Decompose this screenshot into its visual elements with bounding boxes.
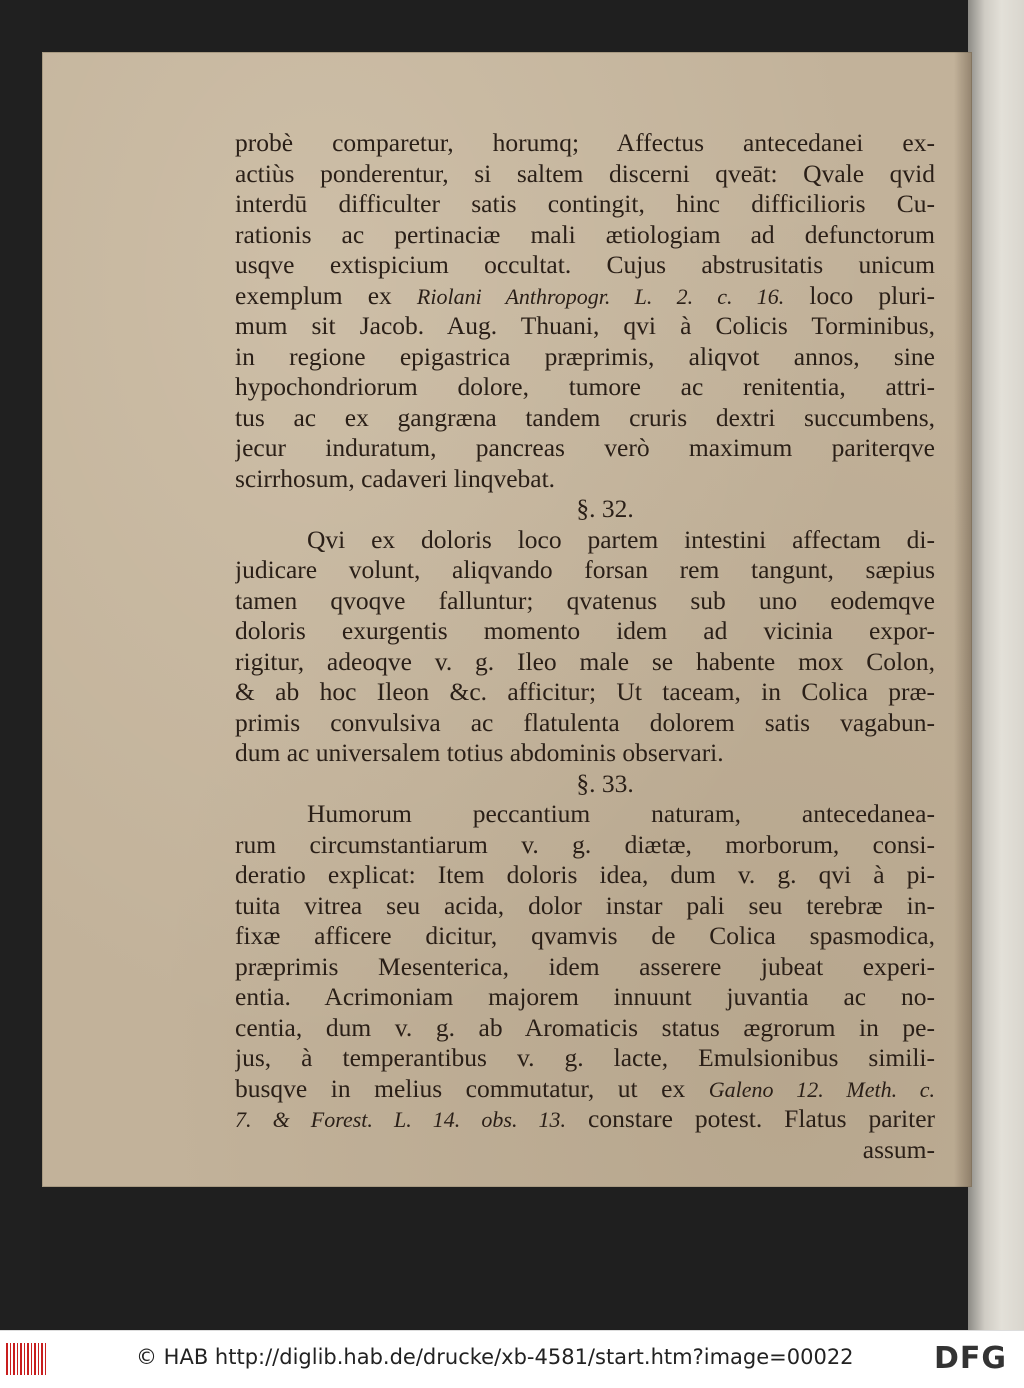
- text-line: interdū difficulter satis contingit, hinc difficilioris Cu-: [235, 189, 935, 218]
- text-line: [235, 281, 935, 312]
- page-body-text: [235, 128, 935, 1165]
- barcode-icon: [6, 1343, 46, 1375]
- text-line: præprimis Mesenterica, idem asserere jubeat experi-: [235, 951, 935, 981]
- text-line: usqve extispicium occultat. Cujus abstrusitatis unicum: [235, 250, 935, 279]
- citation-galeno: Galeno 12. Meth. c.: [708, 1076, 935, 1102]
- text-line: fixæ afficere dicitur, qvamvis de Colica spasmodica,: [235, 921, 935, 950]
- text-line: judicare volunt, aliqvando forsan rem tangunt, sæpius: [235, 555, 935, 584]
- scanned-page: [42, 52, 972, 1187]
- text-line: centia, dum v. g. ab Aromaticis status ægrorum in pe-: [235, 1012, 935, 1042]
- text-line: rationis ac pertinaciæ mali ætiologiam ad defunctorum: [235, 219, 935, 249]
- text-line: entia. Acrimoniam majorem innuunt juvantia ac no-: [235, 982, 935, 1011]
- text-line: doloris exurgentis momento idem ad vicinia expor-: [235, 616, 935, 645]
- text-line: jecur induratum, pancreas verò maximum pariterqve: [235, 433, 935, 462]
- text-line: rigitur, adeoqve v. g. Ileo male se habente mox Colon,: [235, 646, 935, 676]
- scan-backdrop-right: [968, 0, 1024, 1330]
- text-line: jus, à temperantibus v. g. lacte, Emulsionibus simili-: [235, 1043, 935, 1072]
- text-line: primis convulsiva ac flatulenta dolorem satis vagabun-: [235, 707, 935, 737]
- text-segment: constare potest. Flatus pariter: [588, 1104, 935, 1133]
- citation-forest: 7. & Forest. L. 14. obs. 13.: [235, 1107, 567, 1132]
- text-segment: busqve in melius commutatur, ut ex: [235, 1073, 686, 1103]
- text-line: & ab hoc Ileon &c. afficitur; Ut taceam, in Colica præ-: [235, 677, 935, 706]
- text-line: rum circumstantiarum v. g. diætæ, morborum, consi-: [235, 829, 935, 859]
- page-gutter-shadow: [954, 52, 972, 1187]
- scan-backdrop-left: [0, 0, 40, 1330]
- text-line: dum ac universalem totius abdominis observari.: [235, 738, 724, 767]
- citation-riolani: Riolani Anthropogr. L. 2. c. 16.: [416, 283, 785, 309]
- text-segment: loco pluri-: [809, 280, 935, 310]
- text-line: hypochondriorum dolore, tumore ac renitentia, attri-: [235, 372, 935, 401]
- section-heading-33: §. 33.: [576, 768, 634, 798]
- text-line: in regione epigastrica præprimis, aliqvot annos, sine: [235, 341, 935, 371]
- text-line: tus ac ex gangræna tandem cruris dextri succumbens,: [235, 402, 935, 432]
- text-line: tuita vitrea seu acida, dolor instar pali seu terebræ in-: [235, 890, 935, 920]
- catchword: assum-: [862, 1134, 935, 1164]
- text-line: [235, 1104, 935, 1135]
- text-line: Qvi ex doloris loco partem intestini affectam di-: [307, 524, 935, 554]
- text-line: tamen qvoqve falluntur; qvatenus sub uno eodemqve: [235, 585, 935, 615]
- text-line: deratio explicat: Item doloris idea, dum v. g. qvi à pi-: [235, 860, 935, 889]
- text-line: [235, 1074, 935, 1105]
- text-line: mum sit Jacob. Aug. Thuani, qvi à Colicis Torminibus,: [235, 311, 935, 340]
- text-line: actiùs ponderentur, si saltem discerni qveāt: Qvale qvid: [235, 158, 935, 188]
- dfg-logo: DFG: [934, 1341, 1008, 1376]
- text-line: probè comparetur, horumq; Affectus antecedanei ex-: [235, 128, 935, 157]
- text-line: scirrhosum, cadaveri linqvebat.: [235, 463, 556, 493]
- text-line: Humorum peccantium naturam, antecedanea-: [307, 799, 935, 828]
- text-segment: exemplum ex: [235, 280, 392, 310]
- viewer-footer: [0, 1330, 1024, 1388]
- section-heading-32: §. 32.: [576, 494, 634, 523]
- copyright-link[interactable]: © HAB http://diglib.hab.de/drucke/xb-4581/start.htm?image=00022: [136, 1345, 854, 1369]
